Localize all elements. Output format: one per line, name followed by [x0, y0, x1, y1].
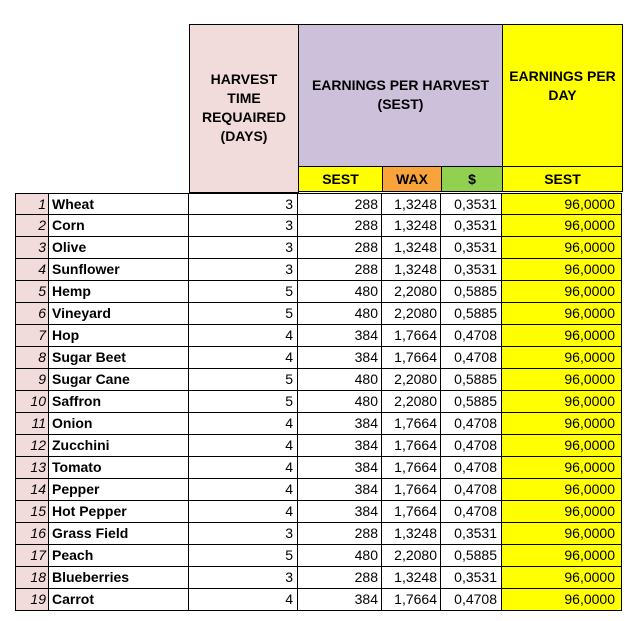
row-number[interactable]: 5	[15, 281, 49, 303]
wax-per-harvest-cell[interactable]: 2,2080	[382, 369, 441, 391]
table-row	[0, 435, 625, 457]
sest-per-day-cell[interactable]: 96,0000	[502, 391, 622, 413]
harvest-days-cell[interactable]: 5	[189, 391, 298, 413]
row-number[interactable]: 16	[15, 523, 49, 545]
wax-per-harvest-cell[interactable]: 1,7664	[382, 435, 441, 457]
table-row	[0, 413, 625, 435]
wax-per-harvest-cell[interactable]: 1,3248	[382, 523, 441, 545]
usd-per-harvest-cell[interactable]: 0,3531	[441, 523, 502, 545]
row-number[interactable]: 7	[15, 325, 49, 347]
row-number[interactable]: 6	[15, 303, 49, 325]
crop-name-cell[interactable]: Hemp	[49, 281, 189, 303]
header-earnings-per-harvest-line-1: EARNINGS PER HARVEST	[311, 77, 490, 93]
table-row	[0, 501, 625, 523]
table-row	[0, 391, 625, 413]
sest-per-harvest-cell[interactable]: 288	[298, 193, 382, 215]
sest-per-harvest-cell[interactable]: 288	[298, 237, 382, 259]
sest-per-harvest-cell[interactable]: 288	[298, 259, 382, 281]
wax-per-harvest-cell[interactable]: 1,7664	[382, 589, 441, 611]
usd-per-harvest-cell[interactable]: 0,4708	[441, 501, 502, 523]
row-number[interactable]: 13	[15, 457, 49, 479]
sest-per-day-cell[interactable]: 96,0000	[502, 193, 622, 215]
table-row	[0, 325, 625, 347]
wax-per-harvest-cell[interactable]: 2,2080	[382, 303, 441, 325]
wax-per-harvest-cell[interactable]: 2,2080	[382, 281, 441, 303]
subheader-wax[interactable]: WAX	[382, 166, 442, 192]
wax-per-harvest-cell[interactable]: 1,7664	[382, 501, 441, 523]
harvest-days-cell[interactable]: 4	[189, 457, 298, 479]
wax-per-harvest-cell[interactable]: 1,7664	[382, 347, 441, 369]
header-earnings-per-harvest-line-2: (SEST)	[377, 96, 424, 112]
sest-per-harvest-cell[interactable]: 384	[298, 457, 382, 479]
wax-per-harvest-cell[interactable]: 1,3248	[382, 567, 441, 589]
sest-per-harvest-cell[interactable]: 384	[298, 435, 382, 457]
sest-per-harvest-cell[interactable]: 288	[298, 215, 382, 237]
sest-per-day-cell[interactable]: 96,0000	[502, 435, 622, 457]
harvest-days-cell[interactable]: 4	[189, 435, 298, 457]
header-harvest-time-line-4: (DAYS)	[220, 128, 268, 144]
crop-name-cell[interactable]: Corn	[49, 215, 189, 237]
usd-per-harvest-cell[interactable]: 0,5885	[441, 281, 502, 303]
table-row	[0, 281, 625, 303]
row-number[interactable]: 4	[15, 259, 49, 281]
wax-per-harvest-cell[interactable]: 1,3248	[382, 259, 441, 281]
usd-per-harvest-cell[interactable]: 0,3531	[441, 237, 502, 259]
harvest-days-cell[interactable]: 4	[189, 413, 298, 435]
row-number[interactable]: 12	[15, 435, 49, 457]
wax-per-harvest-cell[interactable]: 1,7664	[382, 413, 441, 435]
sest-per-harvest-cell[interactable]: 480	[298, 391, 382, 413]
row-number[interactable]: 9	[15, 369, 49, 391]
crop-name-cell[interactable]: Pepper	[49, 479, 189, 501]
harvest-days-cell[interactable]: 3	[189, 259, 298, 281]
row-number[interactable]: 2	[15, 215, 49, 237]
crop-name-cell[interactable]: Sunflower	[49, 259, 189, 281]
harvest-days-cell[interactable]: 5	[189, 303, 298, 325]
crop-name-cell[interactable]: Saffron	[49, 391, 189, 413]
table-row	[0, 545, 625, 567]
sest-per-harvest-cell[interactable]: 288	[298, 523, 382, 545]
crop-name-cell[interactable]: Tomato	[49, 457, 189, 479]
usd-per-harvest-cell[interactable]: 0,3531	[441, 567, 502, 589]
sest-per-harvest-cell[interactable]: 480	[298, 369, 382, 391]
usd-per-harvest-cell[interactable]: 0,3531	[441, 259, 502, 281]
usd-per-harvest-cell[interactable]: 0,4708	[441, 347, 502, 369]
usd-per-harvest-cell[interactable]: 0,3531	[441, 215, 502, 237]
harvest-days-cell[interactable]: 3	[189, 237, 298, 259]
row-number[interactable]: 15	[15, 501, 49, 523]
usd-per-harvest-cell[interactable]: 0,4708	[441, 457, 502, 479]
usd-per-harvest-cell[interactable]: 0,4708	[441, 325, 502, 347]
sest-per-day-cell[interactable]: 96,0000	[502, 501, 622, 523]
crop-name-cell[interactable]: Onion	[49, 413, 189, 435]
sest-per-harvest-cell[interactable]: 384	[298, 413, 382, 435]
sest-per-day-cell[interactable]: 96,0000	[502, 567, 622, 589]
header-earnings-per-harvest[interactable]	[298, 24, 503, 167]
table-row	[0, 457, 625, 479]
sest-per-day-cell[interactable]: 96,0000	[502, 259, 622, 281]
harvest-days-cell[interactable]: 3	[189, 523, 298, 545]
usd-per-harvest-cell[interactable]: 0,5885	[441, 303, 502, 325]
wax-per-harvest-cell[interactable]: 2,2080	[382, 545, 441, 567]
harvest-days-cell[interactable]: 5	[189, 545, 298, 567]
sest-per-harvest-cell[interactable]: 384	[298, 501, 382, 523]
sest-per-harvest-cell[interactable]: 384	[298, 589, 382, 611]
harvest-days-cell[interactable]: 4	[189, 347, 298, 369]
harvest-days-cell[interactable]: 4	[189, 325, 298, 347]
sest-per-harvest-cell[interactable]: 480	[298, 281, 382, 303]
harvest-days-cell[interactable]: 3	[189, 193, 298, 215]
harvest-days-cell[interactable]: 4	[189, 589, 298, 611]
crop-name-cell[interactable]: Zucchini	[49, 435, 189, 457]
sest-per-day-cell[interactable]: 96,0000	[502, 369, 622, 391]
wax-per-harvest-cell[interactable]: 1,7664	[382, 325, 441, 347]
sest-per-day-cell[interactable]: 96,0000	[502, 545, 622, 567]
sest-per-day-cell[interactable]: 96,0000	[502, 281, 622, 303]
row-number[interactable]: 1	[15, 193, 49, 215]
crop-name-cell[interactable]: Sugar Beet	[49, 347, 189, 369]
header-harvest-time-line-1: HARVEST	[210, 71, 278, 87]
sest-per-harvest-cell[interactable]: 384	[298, 325, 382, 347]
crop-name-cell[interactable]: Hop	[49, 325, 189, 347]
harvest-days-cell[interactable]: 4	[189, 479, 298, 501]
sest-per-day-cell[interactable]: 96,0000	[502, 413, 622, 435]
wax-per-harvest-cell[interactable]: 1,3248	[382, 193, 441, 215]
subheader-sest[interactable]: SEST	[298, 166, 383, 192]
harvest-days-cell[interactable]: 4	[189, 501, 298, 523]
table-row	[0, 523, 625, 545]
harvest-days-cell[interactable]: 3	[189, 215, 298, 237]
sest-per-day-cell[interactable]: 96,0000	[502, 589, 622, 611]
harvest-days-cell[interactable]: 5	[189, 281, 298, 303]
sest-per-day-cell[interactable]: 96,0000	[502, 457, 622, 479]
row-number[interactable]: 3	[15, 237, 49, 259]
crop-name-cell[interactable]: Vineyard	[49, 303, 189, 325]
row-number[interactable]: 19	[15, 589, 49, 611]
wax-per-harvest-cell[interactable]: 2,2080	[382, 391, 441, 413]
sest-per-day-cell[interactable]: 96,0000	[502, 347, 622, 369]
table-row	[0, 479, 625, 501]
header-harvest-time-line-2: TIME	[227, 90, 261, 106]
sest-per-day-cell[interactable]: 96,0000	[502, 237, 622, 259]
header-earnings-per-day[interactable]	[502, 24, 623, 167]
table-row	[0, 303, 625, 325]
usd-per-harvest-cell[interactable]: 0,5885	[441, 545, 502, 567]
header-harvest-time[interactable]	[189, 24, 299, 193]
crop-name-cell[interactable]: Hot Pepper	[49, 501, 189, 523]
row-number[interactable]: 8	[15, 347, 49, 369]
sest-per-harvest-cell[interactable]: 480	[298, 303, 382, 325]
table-row	[0, 215, 625, 237]
table-row	[0, 259, 625, 281]
usd-per-harvest-cell[interactable]: 0,5885	[441, 391, 502, 413]
sest-per-day-cell[interactable]: 96,0000	[502, 479, 622, 501]
wax-per-harvest-cell[interactable]: 1,7664	[382, 479, 441, 501]
sest-per-harvest-cell[interactable]: 384	[298, 347, 382, 369]
row-number[interactable]: 11	[15, 413, 49, 435]
sest-per-harvest-cell[interactable]: 288	[298, 567, 382, 589]
subheader-day-sest[interactable]: SEST	[502, 166, 623, 192]
sest-per-harvest-cell[interactable]: 384	[298, 479, 382, 501]
crop-name-cell[interactable]: Blueberries	[49, 567, 189, 589]
header-earnings-per-day-line-2: DAY	[548, 87, 577, 103]
row-number[interactable]: 10	[15, 391, 49, 413]
row-number[interactable]: 18	[15, 567, 49, 589]
table-row	[0, 369, 625, 391]
subheader-usd[interactable]: $	[441, 166, 503, 192]
sest-per-day-cell[interactable]: 96,0000	[502, 523, 622, 545]
sest-per-day-cell[interactable]: 96,0000	[502, 215, 622, 237]
crop-name-cell[interactable]: Olive	[49, 237, 189, 259]
table-row	[0, 237, 625, 259]
wax-per-harvest-cell[interactable]: 1,3248	[382, 237, 441, 259]
usd-per-harvest-cell[interactable]: 0,4708	[441, 479, 502, 501]
table-row	[0, 567, 625, 589]
crop-name-cell[interactable]: Peach	[49, 545, 189, 567]
row-number[interactable]: 14	[15, 479, 49, 501]
crop-name-cell[interactable]: Sugar Cane	[49, 369, 189, 391]
table-row	[0, 193, 625, 215]
usd-per-harvest-cell[interactable]: 0,5885	[441, 369, 502, 391]
crop-name-cell[interactable]: Grass Field	[49, 523, 189, 545]
sest-per-harvest-cell[interactable]: 480	[298, 545, 382, 567]
harvest-days-cell[interactable]: 5	[189, 369, 298, 391]
wax-per-harvest-cell[interactable]: 1,3248	[382, 215, 441, 237]
usd-per-harvest-cell[interactable]: 0,4708	[441, 413, 502, 435]
harvest-days-cell[interactable]: 3	[189, 567, 298, 589]
sest-per-day-cell[interactable]: 96,0000	[502, 325, 622, 347]
row-number[interactable]: 17	[15, 545, 49, 567]
sest-per-day-cell[interactable]: 96,0000	[502, 303, 622, 325]
wax-per-harvest-cell[interactable]: 1,7664	[382, 457, 441, 479]
usd-per-harvest-cell[interactable]: 0,4708	[441, 589, 502, 611]
header-earnings-per-day-line-1: EARNINGS PER	[509, 68, 616, 84]
usd-per-harvest-cell[interactable]: 0,4708	[441, 435, 502, 457]
crop-name-cell[interactable]: Wheat	[49, 193, 189, 215]
table-row	[0, 347, 625, 369]
crop-name-cell[interactable]: Carrot	[49, 589, 189, 611]
table-row	[0, 589, 625, 611]
usd-per-harvest-cell[interactable]: 0,3531	[441, 193, 502, 215]
header-harvest-time-line-3: REQUAIRED	[201, 109, 286, 125]
